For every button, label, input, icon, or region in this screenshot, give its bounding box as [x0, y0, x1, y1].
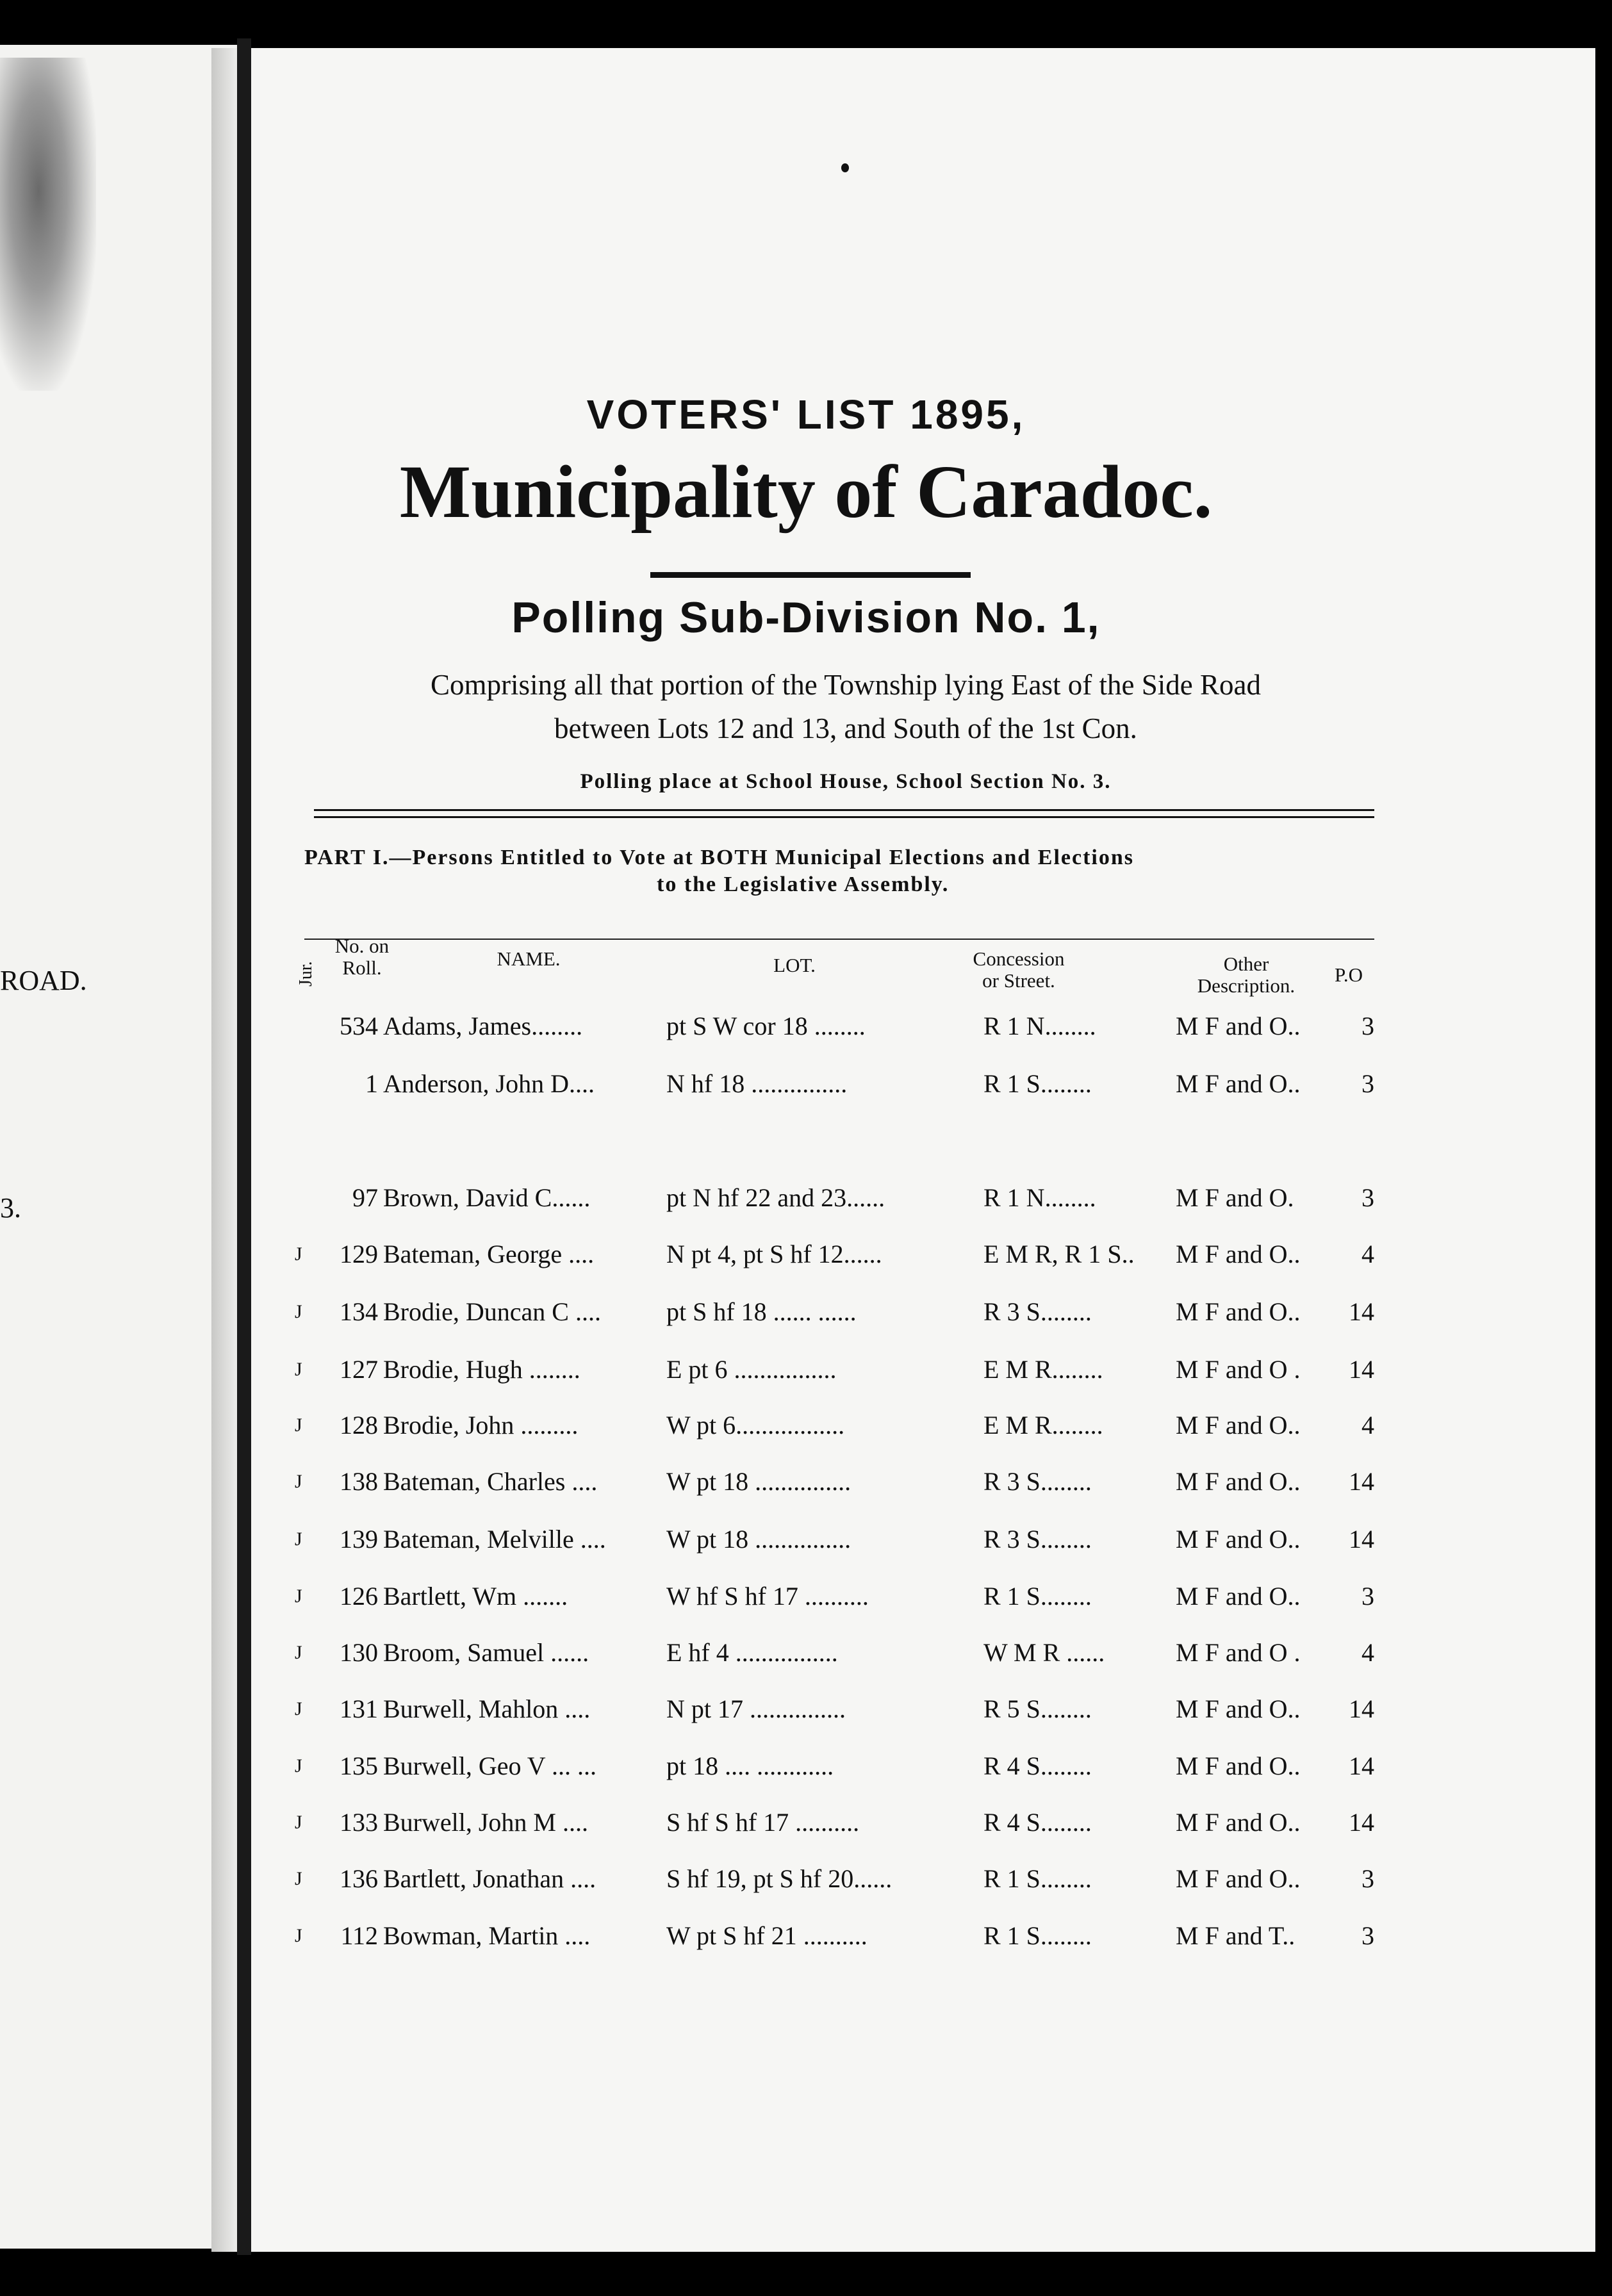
cell-desc: M F and O.. [1176, 1582, 1301, 1611]
cell-lot: E pt 6 ................ [666, 1355, 837, 1384]
table-row [0, 1235, 1612, 1274]
cell-desc: M F and O.. [1176, 1808, 1301, 1837]
cell-no: 131 [340, 1694, 378, 1723]
cell-con: R 1 S........ [983, 1069, 1092, 1098]
column-header-other-line-2: Description. [1197, 974, 1295, 997]
cell-con: R 4 S........ [983, 1751, 1092, 1780]
cell-lot: W pt 6................. [666, 1411, 845, 1439]
cell-name: Bateman, Charles .... [383, 1467, 598, 1496]
cell-po: 3 [1361, 1183, 1374, 1212]
cell-name: Burwell, Mahlon .... [383, 1694, 591, 1723]
cell-no: 133 [340, 1808, 378, 1837]
cell-con: E M R........ [983, 1355, 1103, 1384]
cell-desc: M F and O.. [1176, 1012, 1301, 1040]
table-row [0, 1860, 1612, 1898]
cell-desc: M F and T.. [1176, 1921, 1295, 1950]
table-row [0, 1690, 1612, 1728]
cell-name: Adams, James........ [383, 1012, 583, 1040]
table-row [0, 1747, 1612, 1785]
cell-desc: M F and O.. [1176, 1069, 1301, 1098]
column-header-jur: Jur. [296, 961, 316, 987]
part-heading-line-2: to the Legislative Assembly. [657, 873, 950, 896]
cell-con: R 3 S........ [983, 1525, 1092, 1554]
cell-lot: N hf 18 ............... [666, 1069, 848, 1098]
column-header-no-on-roll-line-1: No. on [334, 935, 390, 957]
cell-po: 14 [1349, 1467, 1374, 1496]
cell-con: R 1 S........ [983, 1582, 1092, 1611]
left-page-fragment-number: 3. [0, 1192, 21, 1224]
cell-jur: J [295, 1301, 302, 1322]
column-header-po: P.O [1335, 964, 1363, 986]
subdivision-title: Polling Sub-Division No. 1, [511, 593, 1101, 642]
cell-con: R 1 S........ [983, 1921, 1092, 1950]
cell-lot: pt N hf 22 and 23...... [666, 1183, 885, 1212]
cell-lot: N pt 17 ............... [666, 1694, 846, 1723]
cell-no: 97 [352, 1183, 378, 1212]
cell-con: E M R, R 1 S.. [983, 1240, 1135, 1268]
cell-jur: J [295, 1868, 302, 1889]
cell-lot: S hf S hf 17 .......... [666, 1808, 860, 1837]
cell-no: 127 [340, 1355, 378, 1384]
table-row [0, 1065, 1612, 1103]
cell-no: 128 [340, 1411, 378, 1439]
part-heading-line-1: PART I.—Persons Entitled to Vote at BOTH Municipal Elections and Elections [304, 846, 1135, 869]
cell-desc: M F and O.. [1176, 1411, 1301, 1439]
cell-con: R 1 S........ [983, 1864, 1092, 1893]
cell-lot: N pt 4, pt S hf 12...... [666, 1240, 882, 1268]
cell-lot: pt S W cor 18 ........ [666, 1012, 866, 1040]
cell-no: 112 [340, 1921, 378, 1950]
polling-place: Polling place at School House, School Section No. 3. [580, 770, 1112, 793]
description-line-2: between Lots 12 and 13, and South of the 1st Con. [554, 712, 1137, 744]
cell-desc: M F and O.. [1176, 1297, 1301, 1326]
cell-jur: J [295, 1359, 302, 1380]
cell-jur: J [295, 1529, 302, 1550]
cell-con: E M R........ [983, 1411, 1103, 1439]
cell-con: R 4 S........ [983, 1808, 1092, 1837]
cell-con: R 1 N........ [983, 1012, 1096, 1040]
cell-lot: W hf S hf 17 .......... [666, 1582, 869, 1611]
column-header-concession-line-2: or Street. [982, 969, 1055, 992]
cell-po: 4 [1361, 1411, 1374, 1439]
cell-con: R 1 N........ [983, 1183, 1096, 1212]
cell-lot: S hf 19, pt S hf 20...... [666, 1864, 892, 1893]
cell-name: Bartlett, Wm ....... [383, 1582, 568, 1611]
cell-desc: M F and O.. [1176, 1467, 1301, 1496]
list-title: VOTERS' LIST 1895, [586, 391, 1026, 438]
cell-po: 14 [1349, 1525, 1374, 1554]
cell-no: 1 [365, 1069, 378, 1098]
cell-jur: J [295, 1586, 302, 1607]
left-page-fragment-road: ROAD. [0, 965, 87, 996]
cell-no: 135 [340, 1751, 378, 1780]
table-row [0, 1007, 1612, 1046]
cell-po: 14 [1349, 1694, 1374, 1723]
cell-jur: J [295, 1414, 302, 1436]
cell-po: 3 [1361, 1582, 1374, 1611]
cell-po: 3 [1361, 1864, 1374, 1893]
table-row [0, 1463, 1612, 1501]
table-row [0, 1179, 1612, 1217]
cell-name: Bateman, Melville .... [383, 1525, 606, 1554]
column-header-no-on-roll-line-2: Roll. [342, 956, 382, 979]
cell-name: Burwell, Geo V ... ... [383, 1751, 596, 1780]
cell-lot: W pt 18 ............... [666, 1467, 851, 1496]
cell-lot: pt 18 .... ............ [666, 1751, 834, 1780]
column-header-other-line-1: Other [1223, 953, 1269, 975]
cell-name: Bateman, George .... [383, 1240, 595, 1268]
cell-desc: M F and O.. [1176, 1525, 1301, 1554]
cell-po: 3 [1361, 1069, 1374, 1098]
cell-jur: J [295, 1812, 302, 1833]
cell-no: 139 [340, 1525, 378, 1554]
cell-name: Brodie, John ......... [383, 1411, 579, 1439]
cell-po: 3 [1361, 1921, 1374, 1950]
cell-desc: M F and O . [1176, 1638, 1301, 1667]
cell-name: Broom, Samuel ...... [383, 1638, 589, 1667]
cell-po: 14 [1349, 1808, 1374, 1837]
cell-po: 4 [1361, 1240, 1374, 1268]
cell-con: R 5 S........ [983, 1694, 1092, 1723]
cell-po: 4 [1361, 1638, 1374, 1667]
cell-no: 136 [340, 1864, 378, 1893]
cell-po: 3 [1361, 1012, 1374, 1040]
table-row [0, 1350, 1612, 1389]
cell-po: 14 [1349, 1355, 1374, 1384]
cell-no: 138 [340, 1467, 378, 1496]
cell-name: Brodie, Hugh ........ [383, 1355, 580, 1384]
cell-desc: M F and O. [1176, 1183, 1294, 1212]
cell-lot: pt S hf 18 ...... ...... [666, 1297, 857, 1326]
description-line-1: Comprising all that portion of the Township lying East of the Side Road [431, 669, 1261, 701]
cell-name: Burwell, John M .... [383, 1808, 588, 1837]
cell-jur: J [295, 1243, 302, 1265]
column-header-concession-line-1: Concession [973, 947, 1065, 970]
cell-con: W M R ...... [983, 1638, 1105, 1667]
column-header-name: NAME. [497, 947, 561, 970]
cell-desc: M F and O.. [1176, 1240, 1301, 1268]
table-row [0, 1803, 1612, 1842]
cell-no: 129 [340, 1240, 378, 1268]
table-row [0, 1406, 1612, 1445]
cell-name: Anderson, John D.... [383, 1069, 595, 1098]
table-row [0, 1577, 1612, 1616]
cell-lot: W pt 18 ............... [666, 1525, 851, 1554]
cell-no: 134 [340, 1297, 378, 1326]
table-row [0, 1917, 1612, 1955]
cell-con: R 3 S........ [983, 1297, 1092, 1326]
cell-lot: E hf 4 ................ [666, 1638, 838, 1667]
table-row [0, 1293, 1612, 1331]
cell-desc: M F and O.. [1176, 1694, 1301, 1723]
table-row [0, 1634, 1612, 1672]
cell-desc: M F and O . [1176, 1355, 1301, 1384]
cell-jur: J [295, 1925, 302, 1946]
cell-desc: M F and O.. [1176, 1864, 1301, 1893]
cell-lot: W pt S hf 21 .......... [666, 1921, 868, 1950]
cell-no: 126 [340, 1582, 378, 1611]
cell-name: Brown, David C...... [383, 1183, 591, 1212]
cell-desc: M F and O.. [1176, 1751, 1301, 1780]
cell-name: Bowman, Martin .... [383, 1921, 591, 1950]
column-header-lot: LOT. [773, 954, 816, 976]
municipality-title: Municipality of Caradoc. [399, 450, 1213, 534]
cell-jur: J [295, 1642, 302, 1663]
table-row [0, 1520, 1612, 1559]
cell-po: 14 [1349, 1751, 1374, 1780]
cell-jur: J [295, 1471, 302, 1492]
cell-po: 14 [1349, 1297, 1374, 1326]
cell-name: Bartlett, Jonathan .... [383, 1864, 596, 1893]
cell-jur: J [295, 1698, 302, 1719]
cell-jur: J [295, 1755, 302, 1776]
cell-no: 534 [340, 1012, 378, 1040]
cell-name: Brodie, Duncan C .... [383, 1297, 601, 1326]
cell-no: 130 [340, 1638, 378, 1667]
cell-con: R 3 S........ [983, 1467, 1092, 1496]
